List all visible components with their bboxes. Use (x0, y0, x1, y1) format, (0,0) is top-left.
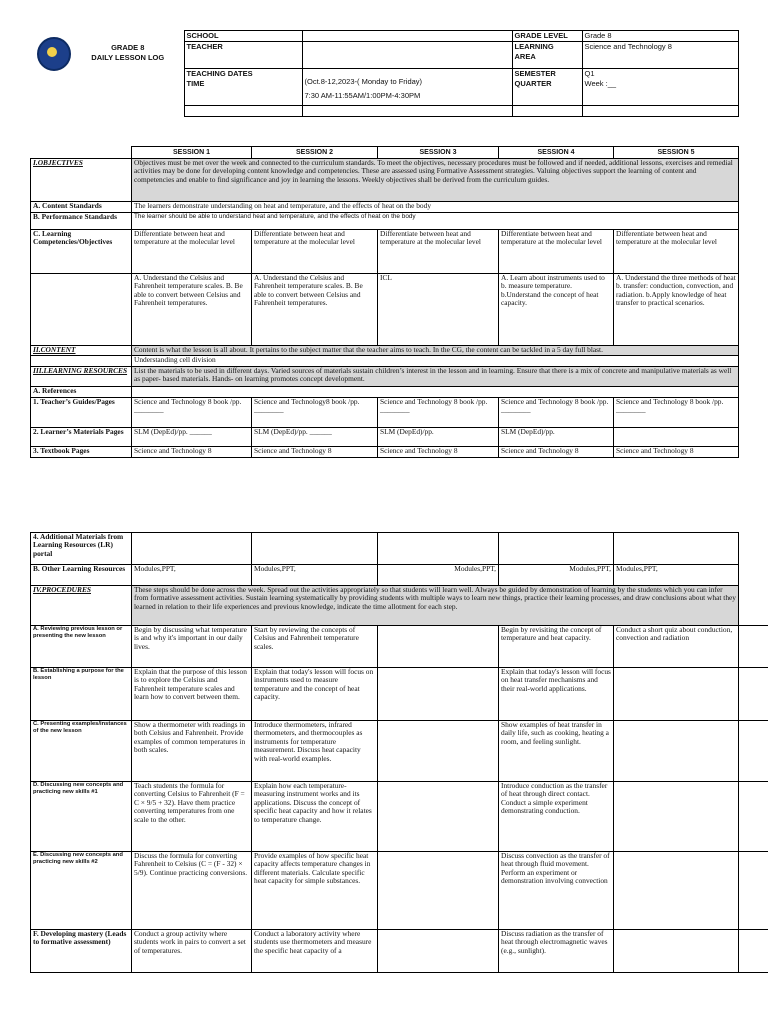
procedure-cell: Begin by discussing what temperature is and why it's important in our daily lives. (132, 626, 252, 668)
procedure-cell (378, 668, 499, 721)
objective-cell: A. Learn about instruments used to b. measure temperature. b.Understand the concept of heat capacity. (499, 274, 614, 346)
teacher-value (302, 42, 512, 69)
competency-cell: Differentiate between heat and temperature at the molecular level (252, 230, 378, 274)
textbook-cell: Science and Technology 8 (132, 447, 252, 458)
resources-text: List the materials to be used in different days. Varied sources of materials sustain children’s interest in the lesson and in learning. Ensure that there is a mix of concrete and manipulative materials as well as paper- based materials. Hands- on learning promotes concept development. (132, 367, 739, 387)
time-label: TIME (186, 79, 205, 88)
procedure-cell: Discuss convection as the transfer of heat through fluid movement. Perform an experiment or demonstration involving convection (499, 852, 614, 930)
procedure-cell: Introduce conduction as the transfer of heat through direct contact. Conduct a simple experiment demonstrating conduction. (499, 782, 614, 852)
guide-cell: Science and Technology 8 book /pp. ________ (614, 398, 739, 428)
references-label: A. References (31, 387, 132, 398)
guide-cell: Science and Technology 8 book /pp. ________ (132, 398, 252, 428)
textbook-cell: Science and Technology 8 (378, 447, 499, 458)
procedure-cell (378, 721, 499, 782)
learning-area-label: LEARNING (514, 42, 554, 51)
procedure-label: E. Discussing new concepts and practicing new skills #2 (31, 852, 132, 930)
session-4-header: SESSION 4 (499, 147, 614, 159)
procedure-cell (614, 852, 739, 930)
procedure-cell: Provide examples of how specific heat capacity affects temperature changes in different materials. Calculate specific heat capacity for simple substances. (252, 852, 378, 930)
procedure-cell (614, 930, 739, 973)
procedures-text: These steps should be done across the week. Spread out the activities appropriately so that students will learn well. Always be guided by demonstration of learning by the students which you can infer from formative assessment activities. Sustain learning systematically by providing students with multiple ways to learn new things, practice their learning processes, and draw conclusions about what they learned in relation to their life experiences and previous knowledge, indicate the time allotment for each step. (132, 586, 739, 626)
procedure-cell: Show examples of heat transfer in daily life, such as cooking, heating a room, and feeling sunlight. (499, 721, 614, 782)
lm-cell: SLM (DepEd)/pp. ______ (132, 428, 252, 447)
lm-cell: SLM (DepEd)/pp. (378, 428, 499, 447)
procedure-cell (614, 782, 739, 852)
week-value: Week :__ (584, 79, 617, 88)
textbook-label: 3. Textbook Pages (31, 447, 132, 458)
procedure-cell: Explain that today's lesson will focus on instruments used to measure temperature and the concept of heat capacity. (252, 668, 378, 721)
textbook-cell: Science and Technology 8 (614, 447, 739, 458)
teacher-guides-label: 1. Teacher’s Guides/Pages (31, 398, 132, 428)
session-1-header: SESSION 1 (132, 147, 252, 159)
procedure-cell: Discuss the formula for converting Fahrenheit to Celsius (C = (F - 32) × 5/9). Continue practicing conversions. (132, 852, 252, 930)
procedure-label: D. Discussing new concepts and practicing new skills #1 (31, 782, 132, 852)
other-cell: Modules,PPT, (614, 565, 739, 586)
objectives-label: I.OBJECTIVES (31, 159, 132, 202)
header-table: GRADE 8 DAILY LESSON LOG SCHOOL GRADE LEVEL Grade 8 TEACHER LEARNING AREA Science and Technology 8 TEACHING DATES TIME (Oct.8-12,2023-( Monday to Friday) 7:30 AM-11:55AM/1:00PM-4:30PM SEMESTER QUARTER Q1 Week :__ (30, 30, 739, 117)
objective-cell: A. Understand the Celsius and Fahrenheit temperature scales. B. Be able to convert between Celsius and Fahrenheit temperatures. (252, 274, 378, 346)
procedures-table (30, 532, 768, 973)
procedure-label: F. Developing mastery (Leads to formative assessment) (31, 930, 132, 973)
other-cell: Modules,PPT, (378, 565, 499, 586)
procedure-label: C. Presenting examples/instances of the new lesson (31, 721, 132, 782)
grade-title: GRADE 8 (111, 42, 145, 52)
competency-cell: Differentiate between heat and temperature at the molecular level (614, 230, 739, 274)
procedure-cell (378, 626, 499, 668)
resources-label: III.LEARNING RESOURCES (31, 367, 132, 387)
content-standards-label: A. Content Standards (31, 202, 132, 213)
time-value: 7:30 AM-11:55AM/1:00PM-4:30PM (304, 91, 421, 100)
content-sub: Understanding cell division (132, 356, 739, 367)
procedure-cell: Begin by revisiting the concept of temperature and heat capacity. (499, 626, 614, 668)
procedure-cell (614, 668, 739, 721)
procedure-cell: Explain that the purpose of this lesson is to explore the Celsius and Fahrenheit temperature scales and learn how to convert between them. (132, 668, 252, 721)
procedure-cell (378, 930, 499, 973)
school-label: SCHOOL (184, 31, 302, 42)
learning-area-value: Science and Technology 8 (582, 42, 738, 69)
session-3-header: SESSION 3 (378, 147, 499, 159)
teaching-dates-label: TEACHING DATES (186, 69, 253, 78)
competency-cell: Differentiate between heat and temperature at the molecular level (378, 230, 499, 274)
lm-cell: SLM (DepEd)/pp. (499, 428, 614, 447)
guide-cell: Science and Technology8 book /pp. ________ (252, 398, 378, 428)
procedure-label: A. Reviewing previous lesson or presenting the new lesson (31, 626, 132, 668)
procedure-label: B. Establishing a purpose for the lesson (31, 668, 132, 721)
lesson-log-table (30, 146, 739, 458)
log-title: DAILY LESSON LOG (91, 52, 165, 62)
session-2-header: SESSION 2 (252, 147, 378, 159)
procedure-cell: Start by reviewing the concepts of Celsius and Fahrenheit temperature scales. (252, 626, 378, 668)
lm-cell (614, 428, 739, 447)
semester-label: SEMESTER (514, 69, 556, 78)
procedure-cell (614, 721, 739, 782)
textbook-cell: Science and Technology 8 (252, 447, 378, 458)
procedure-cell (378, 852, 499, 930)
content-text: Content is what the lesson is all about. It pertains to the subject matter that the teacher aims to teach. In the CG, the content can be tackled in a 5 day full blast. (132, 346, 739, 356)
objective-cell: A. Understand the three methods of heat b. transfer: conduction, convection, and radiation. b.Apply knowledge of heat transfer to practical scenarios. (614, 274, 739, 346)
guide-cell: Science and Technology 8 book /pp. ________ (499, 398, 614, 428)
additional-materials-label: 4. Additional Materials from Learning Resources (LR) portal (31, 533, 132, 565)
session-5-header: SESSION 5 (614, 147, 739, 159)
performance-standards-label: B. Performance Standards (31, 213, 132, 230)
deped-seal (30, 31, 72, 117)
content-label: II.CONTENT (31, 346, 132, 356)
competency-cell: Differentiate between heat and temperature at the molecular level (499, 230, 614, 274)
other-resources-label: B. Other Learning Resources (31, 565, 132, 586)
grade-level-value: Grade 8 (582, 31, 738, 42)
other-cell: Modules,PPT, (499, 565, 614, 586)
quarter-label: QUARTER (514, 79, 552, 88)
procedure-cell (378, 782, 499, 852)
lm-cell: SLM (DepEd)/pp. ______ (252, 428, 378, 447)
procedure-cell: Discuss radiation as the transfer of heat through electromagnetic waves (e.g., sunlight). (499, 930, 614, 973)
procedure-cell: Conduct a laboratory activity where students use thermometers and measure the specific heat capacity of a (252, 930, 378, 973)
school-value (302, 31, 512, 42)
procedure-cell: Conduct a group activity where students work in pairs to convert a set of temperatures. (132, 930, 252, 973)
procedure-cell: Explain how each temperature-measuring instrument works and its applications. Discuss the concept of specific heat capacity and how it relates to temperature change. (252, 782, 378, 852)
procedures-label: IV.PROCEDURES (31, 586, 132, 626)
content-standards-text: The learners demonstrate understanding on heat and temperature, and the effects of heat on the body (134, 201, 432, 210)
performance-standards-text: The learner should be able to understand heat and temperature, and the effects of heat on the body (132, 213, 739, 230)
competency-cell: Differentiate between heat and temperature at the molecular level (132, 230, 252, 274)
teacher-label: TEACHER (184, 42, 302, 69)
procedure-cell: Show a thermometer with readings in both Celsius and Fahrenheit. Provide examples of common temperatures in both scales. (132, 721, 252, 782)
competencies-label: C. Learning Competencies/Objectives (31, 230, 132, 274)
learner-materials-label: 2. Learner’s Materials Pages (31, 428, 132, 447)
seal-icon (37, 37, 71, 71)
textbook-cell: Science and Technology 8 (499, 447, 614, 458)
semester-value: Q1 (584, 69, 595, 78)
other-cell: Modules,PPT, (252, 565, 378, 586)
objective-cell: ICL (378, 274, 499, 346)
objectives-text: Objectives must be met over the week and connected to the curriculum standards. To meet the objectives, necessary procedures must be followed and if needed, additional lessons, exercises and remedial activities may be done for developing content knowledge and competencies. These are assessed using Formative Assessment strategies. Valuing objectives support the learning of content and competencies and enable to find significance and joy in learning the lessons. Weekly objectives shall be derived from the curriculum guides. (132, 159, 739, 202)
procedure-cell: Conduct a short quiz about conduction, convection and radiation (614, 626, 739, 668)
objective-cell: A. Understand the Celsius and Fahrenheit temperature scales. B. Be able to convert between Celsius and Fahrenheit temperatures. (132, 274, 252, 346)
guide-cell: Science and Technology 8 book /pp. ________ (378, 398, 499, 428)
procedure-cell: Introduce thermometers, infrared thermometers, and thermocouples as instruments for temperature measurement. Discuss heat capacity with real-world examples. (252, 721, 378, 782)
grade-level-label: GRADE LEVEL (512, 31, 582, 42)
teaching-dates-value: (Oct.8-12,2023-( Monday to Friday) (304, 77, 423, 86)
procedure-cell: Explain that today's lesson will focus on heat transfer mechanisms and their real-world applications. (499, 668, 614, 721)
procedure-cell: Teach students the formula for converting Celsius to Fahrenheit (F = C × 9/5 + 32). Have them practice converting temperatures from one scale to the other. (132, 782, 252, 852)
other-cell: Modules,PPT, (132, 565, 252, 586)
